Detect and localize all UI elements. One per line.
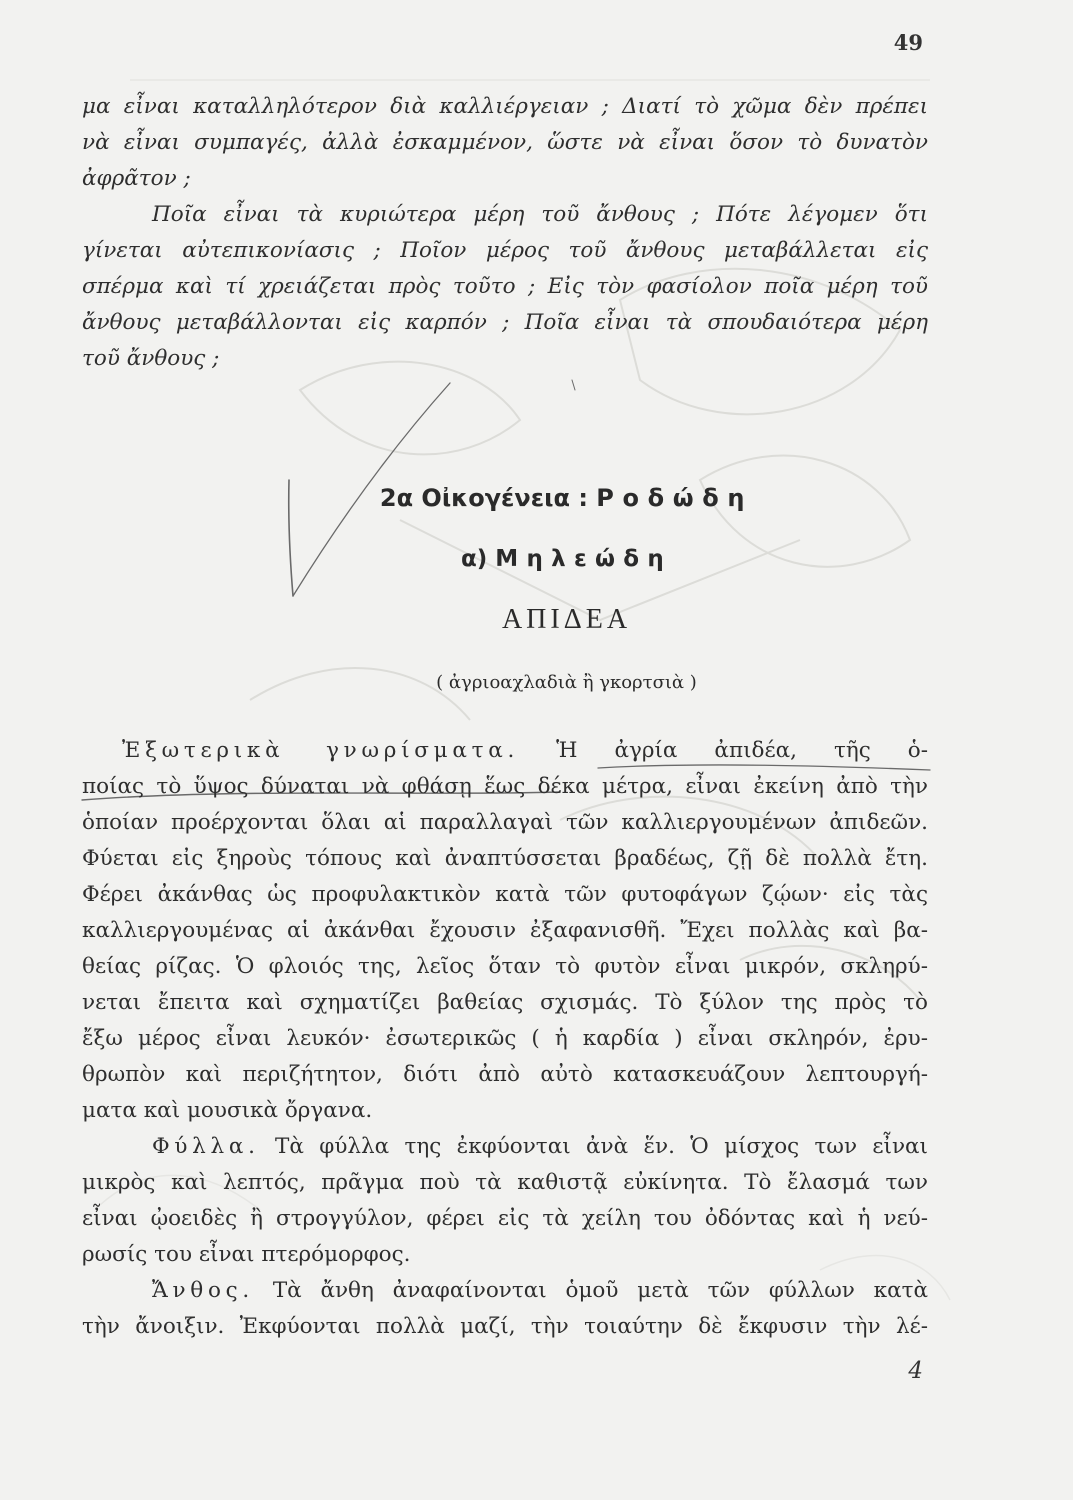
section-label-leaves: Φύλλα. <box>152 1134 260 1159</box>
page-number: 49 <box>893 30 923 55</box>
family-prefix: 2α Οἰκογένεια : <box>379 484 597 512</box>
body-line: νεται ἔπειτα καὶ σχηματίζει βαθείας σχισμάς. Τὸ ξύλον της πρὸς τὸ <box>82 990 928 1015</box>
body-line: θρωπὸν καὶ περιζήτητον, διότι ἀπὸ αὐτὸ κατασκευάζουν λεπτουργή- <box>82 1062 928 1087</box>
body-line: εἶναι ᾠοειδὲς ἢ στρογγύλον, φέρει εἰς τὰ χείλη του ὀδόντας καὶ ἡ νεύ- <box>82 1206 928 1231</box>
body-line: ποίας τὸ ὕψος δύναται νὰ φθάσῃ ἕως δέκα μέτρα, εἶναι ἐκείνη ἀπὸ τὴν <box>82 774 928 799</box>
question-line: ἄνθους μεταβάλλονται εἰς καρπόν ; Ποῖα εἶναι τὰ σπουδαιότερα μέρη <box>82 310 928 335</box>
body-text <box>82 738 928 1338</box>
question-line: σπέρμα καὶ τί χρειάζεται πρὸς τοῦτο ; Εἰς τὸν φασίολον ποῖα μέρη τοῦ <box>82 274 928 299</box>
subfamily-prefix: α) <box>460 546 496 572</box>
body-line: ματα καὶ μουσικὰ ὄργανα. <box>82 1098 373 1123</box>
text-run: Τὰ φύλλα της ἐκφύονται ἀνὰ ἕν. Ὁ μίσχος των εἶναι <box>275 1134 928 1159</box>
family-name: Ροδώδη <box>596 484 754 512</box>
body-line: μικρὸς καὶ λεπτός, πρᾶγμα ποὺ τὰ καθιστᾷ εὐκίνητα. Τὸ ἔλασμά των <box>82 1170 928 1195</box>
paragraph-flower-first-line <box>152 1278 928 1303</box>
review-questions <box>82 94 928 384</box>
body-line: τὴν ἄνοιξιν. Ἐκφύονται πολλὰ μαζί, τὴν τοιαύτην δὲ ἔκφυσιν τὴν λέ- <box>82 1314 928 1339</box>
paragraph-leaves-first-line <box>152 1134 928 1159</box>
body-line: ἔξω μέρος εἶναι λευκόν· ἐσωτερικῶς ( ἡ καρδία ) εἶναι σκληρόν, ἐρυ- <box>82 1026 928 1051</box>
section-label-flower: Ἄνθος. <box>152 1278 254 1303</box>
species-title: ΑΠΙΔΕΑ <box>501 604 632 635</box>
family-heading <box>0 484 1073 512</box>
body-line: ρωσίς του εἶναι πτερόμορφος. <box>82 1242 411 1267</box>
body-line: θείας ρίζας. Ὁ φλοιός της, λεῖος ὅταν τὸ φυτὸν εἶναι μικρόν, σκληρύ- <box>82 954 928 979</box>
body-line: καλλιεργουμένας αἱ ἀκάνθαι ἔχουσιν ἐξαφανισθῆ. Ἔχει πολλὰς καὶ βα- <box>82 918 928 943</box>
question-line: ἀφρᾶτον ; <box>82 166 191 191</box>
common-names: ( ἀγριοαχλαδιὰ ἢ γκορτσιὰ ) <box>436 672 697 693</box>
text-run: Τὰ ἄνθη ἀναφαίνονται ὁμοῦ μετὰ τῶν φύλλων κατὰ <box>272 1278 929 1303</box>
body-line: Φέρει ἀκάνθας ὡς προφυλακτικὸν κατὰ τῶν φυτοφάγων ζῴων· εἰς τὰς <box>82 882 928 907</box>
question-line: Ποῖα εἶναι τὰ κυριώτερα μέρη τοῦ ἄνθους ; Πότε λέγομεν ὅτι <box>152 202 928 227</box>
body-line: Φύεται εἰς ξηροὺς τόπους καὶ ἀναπτύσσεται βραδέως, ζῇ δὲ πολλὰ ἔτη. <box>82 846 928 871</box>
question-line: γίνεται αὐτεπικονίασις ; Ποῖον μέρος τοῦ ἄνθους μεταβάλλεται εἰς <box>82 238 928 263</box>
section-label-external: Ἐξωτερικὰ γνωρίσματα. <box>122 738 520 763</box>
subfamily-name: Μηλεώδη <box>495 546 673 572</box>
signature-mark: 4 <box>908 1358 923 1384</box>
subfamily-heading <box>0 546 1073 572</box>
paragraph-external-first-line <box>122 738 928 763</box>
text-run: Ἡ ἀγρία ἀπιδέα, τῆς ὁ- <box>556 738 928 763</box>
question-line: τοῦ ἄνθους ; <box>82 346 220 371</box>
question-line: νὰ εἶναι συμπαγές, ἀλλὰ ἐσκαμμένον, ὥστε νὰ εἶναι ὅσον τὸ δυνατὸν <box>82 130 928 155</box>
question-line: μα εἶναι καταλληλότερον διὰ καλλιέργειαν ; Διατί τὸ χῶμα δὲν πρέπει <box>82 94 928 119</box>
body-line: ὁποίαν προέρχονται ὅλαι αἱ παραλλαγαὶ τῶν καλλιεργουμένων ἀπιδεῶν. <box>82 810 928 835</box>
